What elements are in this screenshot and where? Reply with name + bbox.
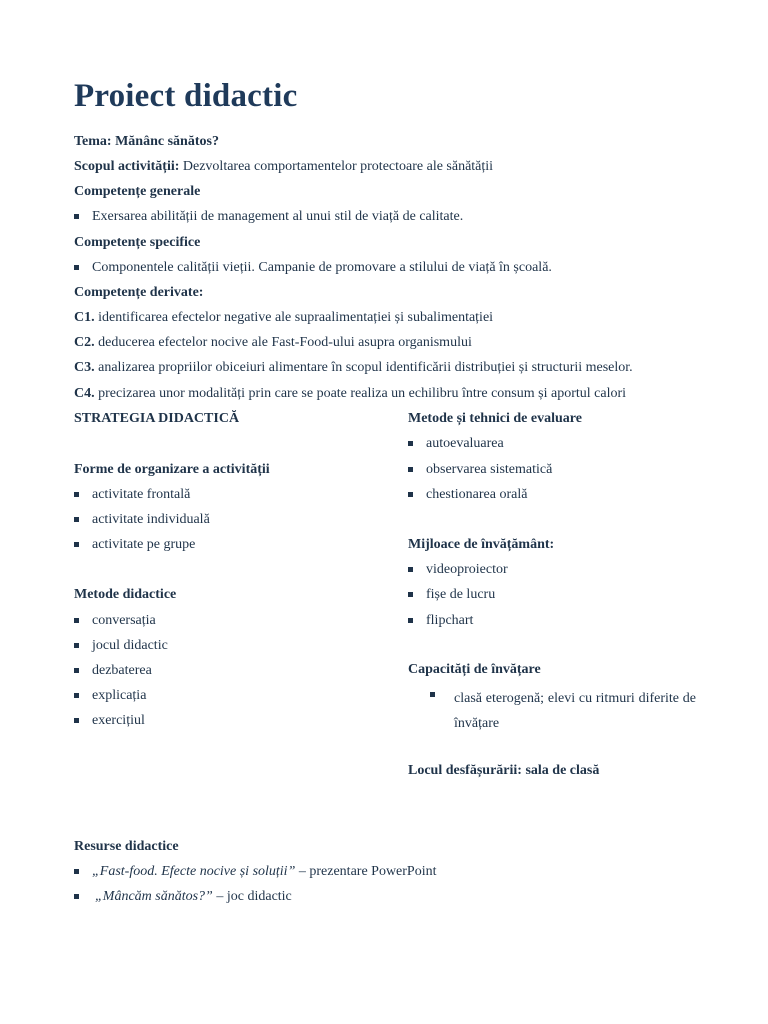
competente-specifice-heading: Competențe specifice xyxy=(74,235,201,250)
list-item: flipchart xyxy=(408,612,473,630)
list-item: jocul didactic xyxy=(74,637,168,655)
list-item: videoproiector xyxy=(408,561,508,579)
list-item: observarea sistematică xyxy=(408,461,552,479)
list-item: autoevaluarea xyxy=(408,435,504,453)
bullet-icon xyxy=(430,692,435,697)
bullet-icon xyxy=(74,618,79,623)
bullet-icon xyxy=(408,467,413,472)
list-item: activitate frontală xyxy=(74,486,190,504)
competenta-c1: C1. identificarea efectelor negative ale supraalimentației și subalimentației xyxy=(74,310,494,325)
bullet-icon xyxy=(74,492,79,497)
resurse-heading: Resurse didactice xyxy=(74,839,179,854)
metode-heading: Metode didactice xyxy=(74,587,177,602)
scop-value: Dezvoltarea comportamentelor protectoare ale sănătății xyxy=(182,159,494,174)
scop-label: Scopul activității: xyxy=(74,159,180,174)
list-item: dezbaterea xyxy=(74,662,152,680)
competente-generale-heading: Competențe generale xyxy=(74,184,201,199)
bullet-icon xyxy=(408,592,413,597)
tema-line xyxy=(74,133,219,151)
locul-line: Locul desfășurării: sala de clasă xyxy=(408,763,600,778)
competenta-c3: C3. analizarea propriilor obiceiuri alimentare în scopul identificării distribuției și structurii meselor. xyxy=(74,360,633,375)
list-item: exercițiul xyxy=(74,712,145,730)
list-item: Componentele calității vieții. Campanie de promovare a stilului de viață în școală. xyxy=(74,259,552,277)
list-item: activitate individuală xyxy=(74,511,210,529)
bullet-icon xyxy=(74,668,79,673)
bullet-icon xyxy=(74,869,79,874)
list-item: Exersarea abilității de management al unui stil de viață de calitate. xyxy=(74,208,463,226)
strategia-heading: STRATEGIA DIDACTICĂ xyxy=(74,411,240,426)
competenta-c4: C4. precizarea unor modalități prin care se poate realiza un echilibru între consum și aportul calori xyxy=(74,386,627,401)
bullet-icon xyxy=(74,643,79,648)
bullet-icon xyxy=(408,618,413,623)
bullet-icon xyxy=(408,567,413,572)
list-item: chestionarea orală xyxy=(408,486,527,504)
competenta-c2: C2. deducerea efectelor nocive ale Fast-Food-ului asupra organismului xyxy=(74,335,472,350)
bullet-icon xyxy=(74,517,79,522)
bullet-icon xyxy=(74,214,79,219)
bullet-icon xyxy=(74,894,79,899)
bullet-icon xyxy=(74,718,79,723)
list-item: conversația xyxy=(74,612,156,630)
document-page xyxy=(74,0,696,1024)
list-item: „Fast-food. Efecte nocive și soluții” – prezentare PowerPoint xyxy=(74,863,437,881)
bullet-icon xyxy=(408,441,413,446)
tema-label: Tema: xyxy=(74,134,112,149)
competente-derivate-heading: Competențe derivate: xyxy=(74,285,204,300)
tema-value: Mănânc sănătos? xyxy=(115,134,219,149)
page-title: Proiect didactic xyxy=(74,78,298,114)
list-item: „Mâncăm sănătos?” – joc didactic xyxy=(74,888,292,906)
capacitati-item: clasă eterogenă; elevi cu ritmuri diferite de învățare xyxy=(454,686,696,736)
list-item: activitate pe grupe xyxy=(74,536,195,554)
list-item: fișe de lucru xyxy=(408,586,495,604)
bullet-icon xyxy=(74,693,79,698)
forme-heading: Forme de organizare a activității xyxy=(74,462,270,477)
bullet-icon xyxy=(74,542,79,547)
list-item: explicația xyxy=(74,687,146,705)
bullet-icon xyxy=(408,492,413,497)
scop-line xyxy=(74,158,493,176)
capacitati-heading: Capacități de învățare xyxy=(408,662,541,677)
bullet-icon xyxy=(74,265,79,270)
mijloace-heading: Mijloace de învățământ: xyxy=(408,537,555,552)
evaluare-heading: Metode și tehnici de evaluare xyxy=(408,411,582,426)
